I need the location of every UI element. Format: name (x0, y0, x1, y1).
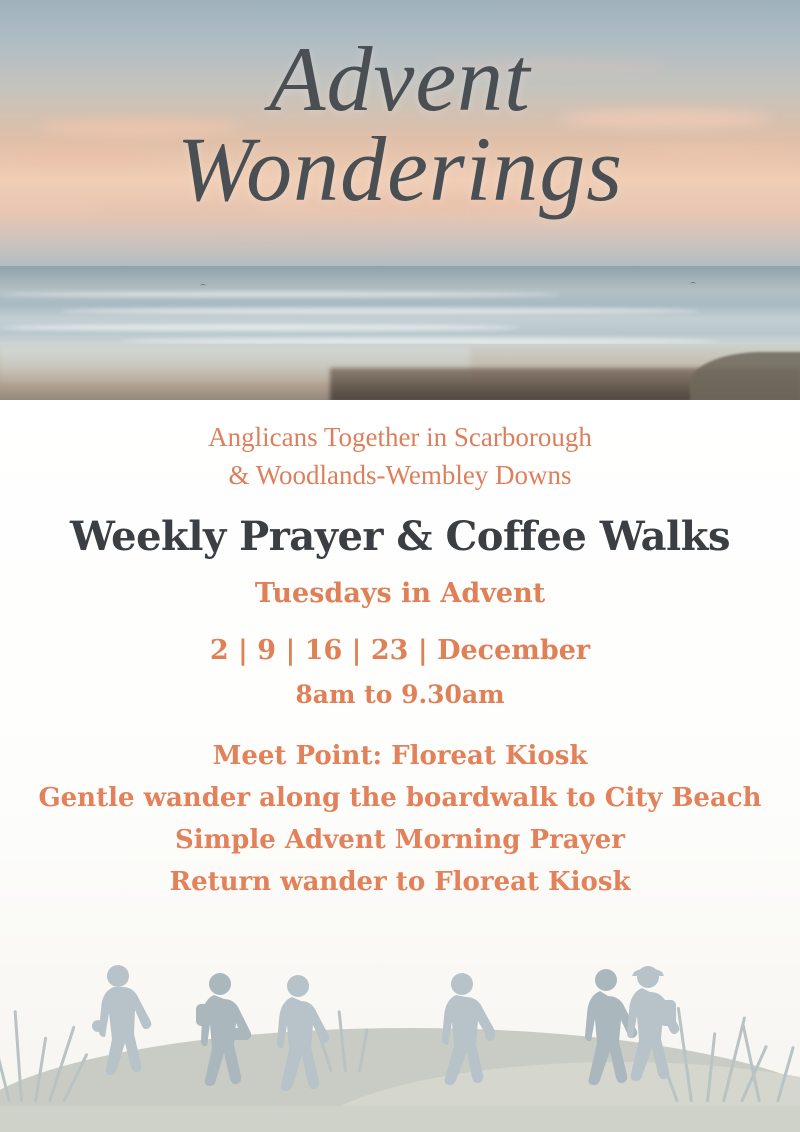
sub-heading: Tuesdays in Advent (254, 577, 546, 609)
poster-title (0, 28, 800, 221)
poster-body (0, 400, 800, 1132)
cloud (120, 240, 420, 250)
poster-title-line2: Wonderings (176, 118, 624, 221)
hero-image (0, 0, 800, 400)
details-list (0, 735, 800, 903)
organisation-line-2: & Woodlands-Wembley Downs (228, 460, 572, 491)
wave (60, 308, 700, 314)
bird-icon (200, 284, 206, 288)
detail-line-meet-point: Meet Point: Floreat Kiosk (212, 740, 588, 771)
wave (0, 324, 520, 331)
detail-line-return: Return wander to Floreat Kiosk (169, 866, 631, 897)
bird-icon (690, 282, 696, 286)
organisation-line-1: Anglicans Together in Scarborough (208, 422, 592, 452)
detail-line-prayer: Simple Advent Morning Prayer (175, 824, 625, 855)
poster-title-line1: Advent (269, 28, 531, 130)
detail-line-walk: Gentle wander along the boardwalk to City Beach (38, 782, 762, 813)
dates-line: 2 | 9 | 16 | 23 | December (209, 634, 591, 666)
times-line: 8am to 9.30am (295, 679, 505, 709)
wave (0, 292, 560, 297)
main-heading: Weekly Prayer & Coffee Walks (70, 512, 730, 560)
